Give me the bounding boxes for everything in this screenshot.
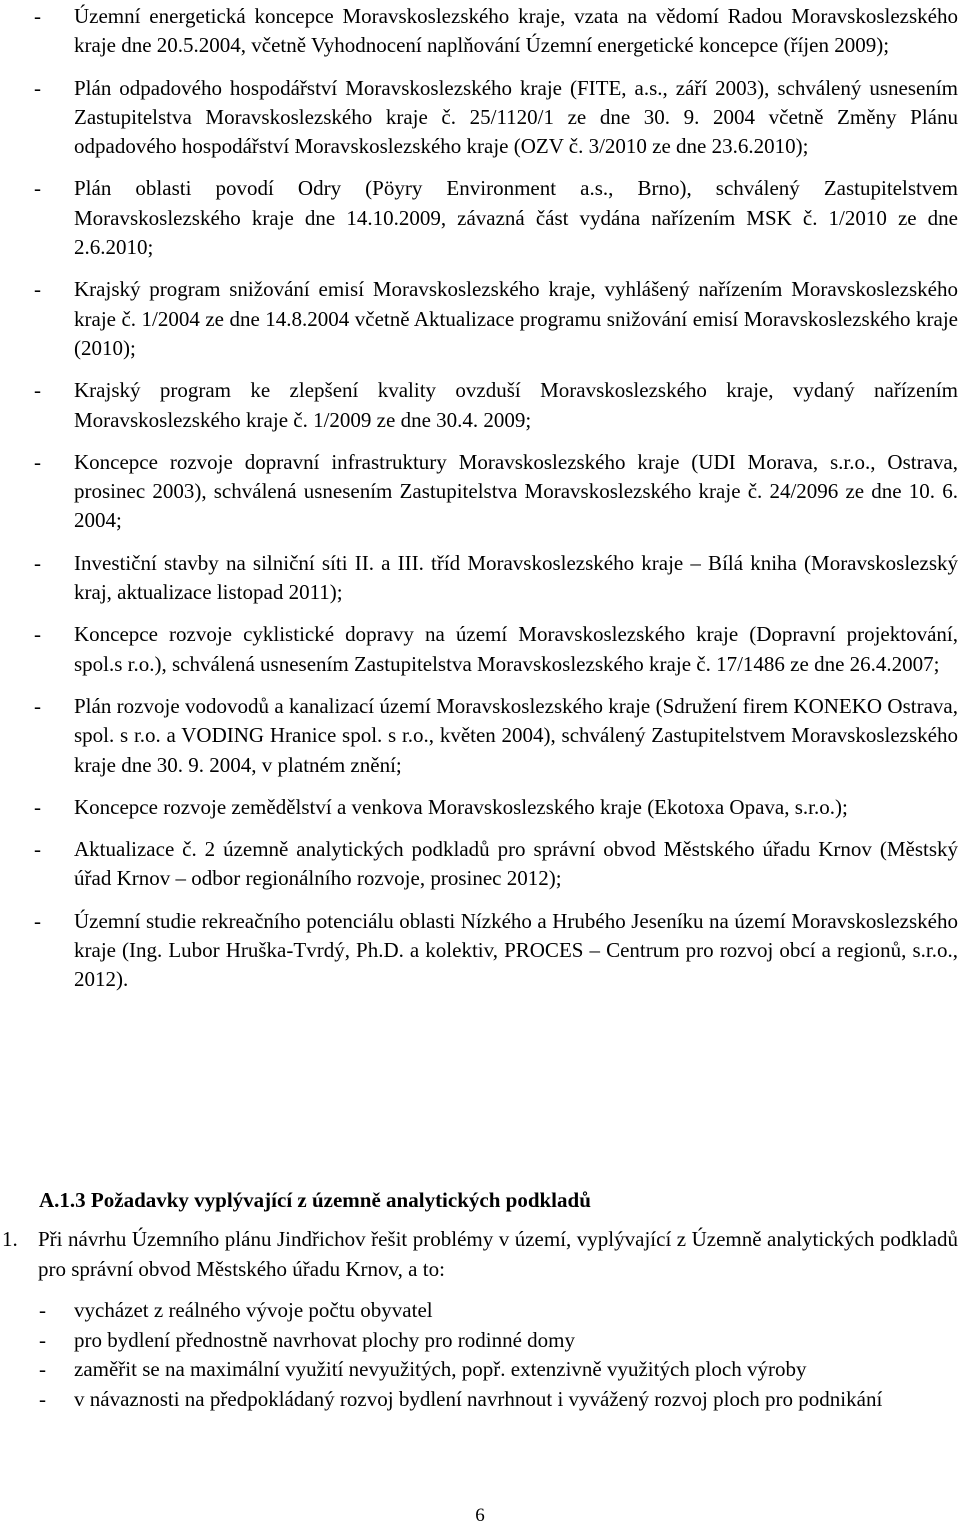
list-item-text: Plán oblasti povodí Odry (Pöyry Environment a.s., Brno), schválený Zastupitelstvem Moravskoslezského kraje dne 14.10.2009, závazná část vydána nařízením MSK č. 1/2010 ze dne 2.6.2010; bbox=[74, 176, 958, 260]
list-item-text: Aktualizace č. 2 územně analytických podkladů pro správní obvod Městského úřadu Krnov (Městský úřad Krnov – odbor regionálního rozvoje, prosinec 2012); bbox=[74, 837, 958, 891]
item-number: 1. bbox=[2, 1227, 18, 1251]
list-item bbox=[0, 275, 958, 363]
bullet-dash: - bbox=[34, 908, 41, 933]
list-item-text: Územní energetická koncepce Moravskoslezského kraje, vzata na vědomí Radou Moravskoslezského kraje dne 20.5.2004, včetně Vyhodnocení naplňování Územní energetické koncepce (říjen 2009); bbox=[74, 4, 958, 58]
list-item-text: vycházet z reálného vývoje počtu obyvatel bbox=[74, 1298, 433, 1322]
list-item bbox=[0, 376, 958, 435]
list-item bbox=[0, 1326, 958, 1356]
list-item-text: Územní studie rekreačního potenciálu oblasti Nízkého a Hrubého Jeseníku na území Moravskoslezského kraje (Ing. Lubor Hruška-Tvrdý, Ph.D. a kolektiv, PROCES – Centrum pro rozvoj obcí a regionů, s.r.o., 2012). bbox=[74, 908, 958, 992]
bullet-dash: - bbox=[34, 693, 41, 718]
list-item-text: Krajský program snižování emisí Moravskoslezského kraje, vyhlášený nařízením Moravskoslezského kraje č. 1/2004 ze dne 14.8.2004 včetně Aktualizace programu snižování emisí Moravskoslezského kraje (2010); bbox=[74, 277, 958, 360]
bullet-dash: - bbox=[34, 75, 41, 100]
list-item bbox=[0, 448, 958, 536]
bullet-dash: - bbox=[34, 794, 41, 819]
bullet-dash: - bbox=[34, 837, 41, 862]
list-item bbox=[0, 907, 958, 995]
list-item bbox=[0, 1296, 958, 1326]
bullet-dash: - bbox=[34, 550, 41, 575]
list-item-text: Koncepce rozvoje cyklistické dopravy na území Moravskoslezského kraje (Dopravní projektování, spol.s r.o.), schválená usnesením Zastupitelstva Moravskoslezského kraje č. 17/1486 ze dne 26.4.2007; bbox=[74, 622, 958, 676]
list-item-text: Investiční stavby na silniční síti II. a III. tříd Moravskoslezského kraje – Bílá kniha (Moravskoslezský kraj, aktualizace listopad 2011); bbox=[74, 550, 958, 605]
bullet-dash: - bbox=[34, 4, 41, 28]
list-item bbox=[0, 1355, 958, 1385]
list-item-text: zaměřit se na maximální využití nevyužitých, popř. extenzivně využitých ploch výroby bbox=[74, 1357, 807, 1381]
list-item bbox=[0, 2, 958, 61]
bullet-dash: - bbox=[39, 1327, 46, 1352]
source-list bbox=[0, 2, 958, 1008]
list-item bbox=[0, 793, 958, 822]
list-item bbox=[0, 174, 958, 262]
page-number: 6 bbox=[475, 1505, 485, 1526]
bullet-dash: - bbox=[34, 378, 41, 403]
list-item bbox=[0, 692, 958, 780]
bullet-dash: - bbox=[39, 1386, 46, 1411]
list-item bbox=[0, 1385, 958, 1415]
requirement-list bbox=[0, 1296, 958, 1414]
list-item-text: Krajský program ke zlepšení kvality ovzduší Moravskoslezského kraje, vydaný nařízením Moravskoslezského kraje č. 1/2009 ze dne 30.4. 2009; bbox=[74, 378, 958, 432]
bullet-dash: - bbox=[34, 277, 41, 302]
list-item bbox=[0, 835, 958, 894]
bullet-dash: - bbox=[39, 1357, 46, 1381]
numbered-item bbox=[0, 1224, 958, 1284]
list-item-text: pro bydlení přednostně navrhovat plochy pro rodinné domy bbox=[74, 1327, 575, 1352]
numbered-item-text: Při návrhu Územního plánu Jindřichov řešit problémy v území, vyplývající z Územně analytických podkladů pro správní obvod Městského úřadu Krnov, a to: bbox=[38, 1227, 958, 1281]
bullet-dash: - bbox=[39, 1298, 46, 1322]
section-heading: A.1.3 Požadavky vyplývající z územně analytických podkladů bbox=[39, 1188, 591, 1212]
list-item-text: Koncepce rozvoje dopravní infrastruktury Moravskoslezského kraje (UDI Morava, s.r.o., Ostrava, prosinec 2003), schválená usnesením Zastupitelstva Moravskoslezského kraje č. 24/2096 ze dne 10. 6. 2004; bbox=[74, 449, 958, 533]
list-item-text: Plán odpadového hospodářství Moravskoslezského kraje (FITE, a.s., září 2003), schválený usnesením Zastupitelstva Moravskoslezského kraje č. 25/1120/1 ze dne 30. 9. 2004 včetně Změny Plánu odpadového hospodářství Moravskoslezského kraje (OZV č. 3/2010 ze dne 23.6.2010); bbox=[74, 75, 958, 159]
list-item bbox=[0, 620, 958, 679]
list-item bbox=[0, 74, 958, 162]
list-item-text: Plán rozvoje vodovodů a kanalizací území Moravskoslezského kraje (Sdružení firem KONEKO Ostrava, spol. s r.o. a VODING Hranice spol. s r.o., květen 2004), schválený Zastupitelstvem Moravskoslezského kraje dne 30. 9. 2004, v platném znění; bbox=[74, 693, 958, 777]
bullet-dash: - bbox=[34, 176, 41, 201]
bullet-dash: - bbox=[34, 622, 41, 647]
list-item bbox=[0, 549, 958, 608]
list-item-text: v návaznosti na předpokládaný rozvoj bydlení navrhnout i vyvážený rozvoj ploch pro podnikání bbox=[74, 1386, 883, 1411]
bullet-dash: - bbox=[34, 449, 41, 474]
list-item-text: Koncepce rozvoje zemědělství a venkova Moravskoslezského kraje (Ekotoxa Opava, s.r.o.); bbox=[74, 794, 848, 819]
